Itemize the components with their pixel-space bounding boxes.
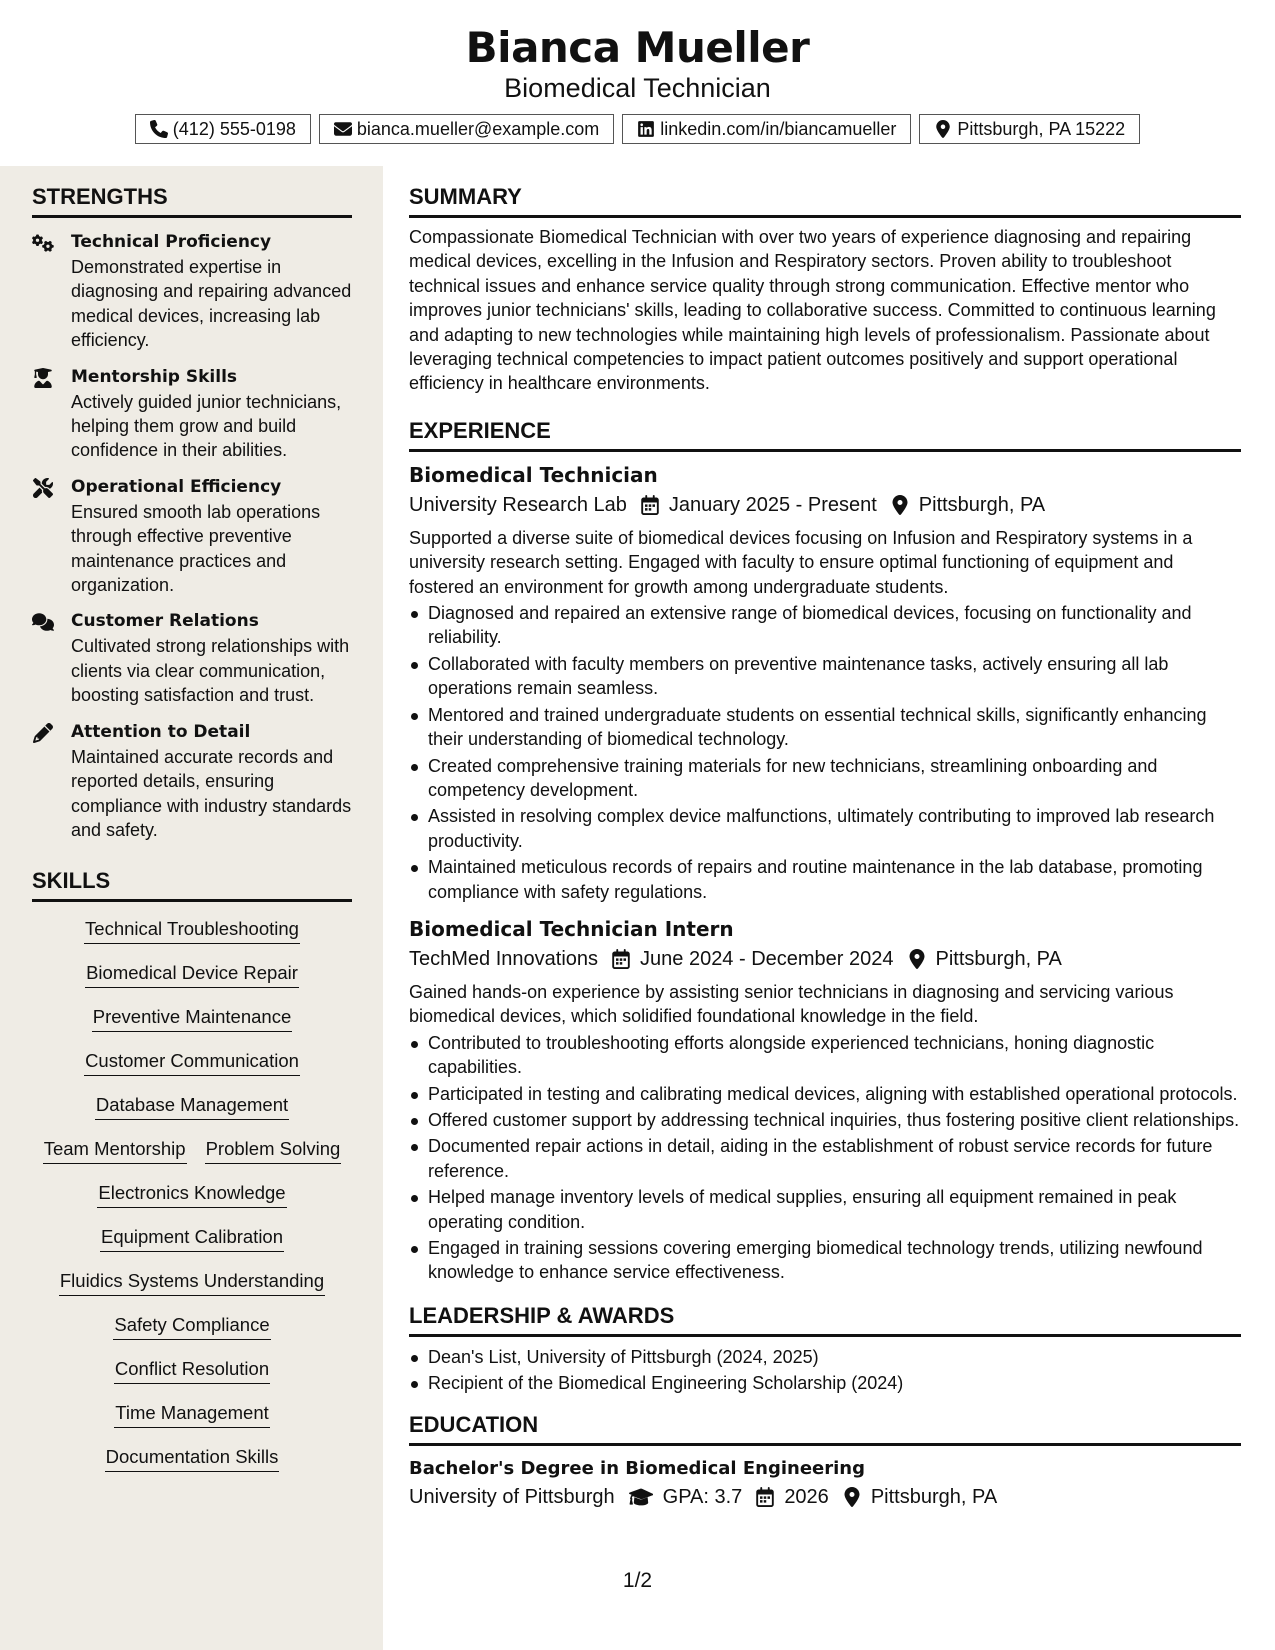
location-pin-icon [891, 495, 909, 515]
summary-heading: SUMMARY [409, 166, 1241, 218]
skills-row [32, 1268, 352, 1312]
job-bullet: Mentored and trained undergraduate students on essential technical skills, significantly enhancing their understanding of biomedical technology. [409, 703, 1241, 752]
skill-tag: Documentation Skills [105, 1444, 280, 1472]
phone-icon [150, 120, 168, 138]
job-entry [409, 462, 1241, 904]
contact-linkedin[interactable] [622, 114, 911, 144]
contact-linkedin-text: linkedin.com/in/biancamueller [660, 119, 897, 139]
skill-tag: Preventive Maintenance [92, 1004, 292, 1032]
skills-row [32, 1224, 352, 1268]
skills-row [32, 1400, 352, 1444]
job-description: Gained hands-on experience by assisting senior technicians in diagnosing and servicing various biomedical devices, which solidified foundational knowledge in the field. [409, 981, 1174, 1027]
job-meta [409, 945, 1241, 973]
skill-tag: Team Mentorship [43, 1136, 187, 1164]
strengths-heading: STRENGTHS [32, 166, 352, 218]
education-heading: EDUCATION [409, 1398, 1241, 1446]
skill-tag: Biomedical Device Repair [85, 960, 299, 988]
strength-desc: Cultivated strong relationships with clients via clear communication, boosting satisfaction and trust. [71, 636, 350, 706]
skills-row [32, 1004, 352, 1048]
skill-tag: Electronics Knowledge [97, 1180, 286, 1208]
main-content [409, 166, 1241, 1511]
strength-title: Customer Relations [71, 611, 259, 632]
job-title: Biomedical Technician [409, 462, 658, 487]
skill-tag: Technical Troubleshooting [84, 916, 300, 944]
contact-email-text: bianca.mueller@example.com [356, 119, 600, 139]
school-name: University of Pittsburgh [409, 1485, 615, 1508]
strength-desc: Demonstrated expertise in diagnosing and repairing advanced medical devices, increasing lab efficiency. [71, 257, 352, 351]
job-bullet: Offered customer support by addressing technical inquiries, thus fostering positive client relationships. [409, 1108, 1241, 1132]
job-company: University Research Lab [409, 493, 627, 516]
pencil-icon [32, 723, 54, 743]
job-location: Pittsburgh, PA [918, 493, 1046, 516]
envelope-icon [334, 120, 352, 138]
strength-item [32, 720, 352, 843]
awards-list [409, 1345, 1241, 1396]
awards-heading: LEADERSHIP & AWARDS [409, 1287, 1241, 1337]
contact-location-text: Pittsburgh, PA 15222 [957, 119, 1126, 139]
calendar-icon [756, 1487, 774, 1507]
skills-list [32, 916, 352, 1488]
skill-tag: Problem Solving [205, 1136, 342, 1164]
strength-title: Attention to Detail [71, 721, 251, 742]
page-number: 1/2 [622, 1569, 653, 1592]
contact-email[interactable] [319, 114, 614, 144]
job-title: Biomedical Technician Intern [409, 916, 734, 941]
skills-row [32, 1444, 352, 1488]
strength-title: Operational Efficiency [71, 476, 282, 497]
comments-icon [32, 612, 54, 632]
tools-icon [32, 478, 54, 498]
skill-tag: Time Management [114, 1400, 270, 1428]
job-description: Supported a diverse suite of biomedical devices focusing on Infusion and Respiratory systems in a university research setting. Engaged with faculty to ensure optimal functioning of equipment and fostered an environment for growth among undergraduate students. [409, 527, 1193, 597]
candidate-name: Bianca Mueller [465, 23, 810, 72]
strength-desc: Actively guided junior technicians, helping them grow and build confidence in their abilities. [71, 391, 342, 461]
summary-text: Compassionate Biomedical Technician with over two years of experience diagnosing and repairing medical devices, excelling in the Infusion and Respiratory sectors. Proven ability to troubleshoot technical issues and enhance service quality through strong communication. Effective mentor who improves junior technicians' skills, leading to collaborative success. Committed to continuous learning and adapting to new technologies while maintaining high levels of professionalism. Passionate about leveraging technical competencies to impact patient outcomes positively and support operational efficiency in healthcare environments. [409, 227, 1216, 394]
skills-row [32, 916, 352, 960]
skills-row [32, 1356, 352, 1400]
job-meta [409, 491, 1241, 519]
job-entry [409, 916, 1241, 1285]
job-bullet: Helped manage inventory levels of medical supplies, ensuring all equipment remained in peak operating condition. [409, 1185, 1241, 1234]
graduation-year: 2026 [784, 1485, 829, 1508]
skills-row [32, 1180, 352, 1224]
graduation-cap-icon [629, 1487, 653, 1507]
strength-item [32, 230, 352, 353]
job-bullet: Diagnosed and repaired an extensive range of biomedical devices, focusing on functionality and reliability. [409, 601, 1241, 650]
skill-tag: Customer Communication [84, 1048, 300, 1076]
job-bullet: Created comprehensive training materials for new technicians, streamlining onboarding and competency development. [409, 754, 1241, 803]
job-bullet: Collaborated with faculty members on preventive maintenance tasks, actively ensuring all lab operations remain seamless. [409, 652, 1241, 701]
job-location: Pittsburgh, PA [935, 947, 1062, 970]
education-location: Pittsburgh, PA [870, 1485, 998, 1508]
education-meta [409, 1483, 1241, 1511]
strength-desc: Maintained accurate records and reported details, ensuring compliance with industry standards and safety. [71, 746, 352, 840]
sidebar [0, 166, 383, 1650]
job-company: TechMed Innovations [409, 947, 599, 970]
job-bullets [409, 601, 1241, 904]
resume-header [0, 0, 1275, 166]
degree-title: Bachelor's Degree in Biomedical Engineering [409, 1457, 865, 1479]
award-item: Recipient of the Biomedical Engineering Scholarship (2024) [409, 1371, 1241, 1395]
experience-heading: EXPERIENCE [409, 396, 1241, 452]
contact-phone-text: (412) 555-0198 [172, 119, 296, 139]
strength-title: Mentorship Skills [71, 366, 238, 387]
teacher-icon [32, 368, 54, 388]
strength-item [32, 609, 352, 707]
contact-bar [0, 114, 1275, 144]
candidate-title: Biomedical Technician [504, 73, 771, 103]
skills-row [32, 1092, 352, 1136]
skills-heading: SKILLS [32, 850, 352, 902]
job-dates: June 2024 - December 2024 [640, 947, 894, 970]
job-bullet: Maintained meticulous records of repairs and routine maintenance in the lab database, promoting compliance with safety regulations. [409, 855, 1241, 904]
location-pin-icon [934, 120, 952, 138]
contact-location [919, 114, 1140, 144]
job-bullet: Contributed to troubleshooting efforts alongside experienced technicians, honing diagnostic capabilities. [409, 1031, 1241, 1080]
job-bullet: Participated in testing and calibrating medical devices, aligning with established operational protocols. [409, 1082, 1241, 1106]
job-bullet: Documented repair actions in detail, aiding in the establishment of robust service records for future reference. [409, 1134, 1241, 1183]
gears-icon [32, 233, 54, 253]
job-dates: January 2025 - Present [668, 493, 877, 516]
location-pin-icon [843, 1487, 861, 1507]
skill-tag: Safety Compliance [113, 1312, 270, 1340]
skills-row [32, 1048, 352, 1092]
gpa: GPA: 3.7 [662, 1485, 743, 1508]
strength-title: Technical Proficiency [71, 232, 272, 252]
skill-tag: Conflict Resolution [114, 1356, 270, 1384]
skills-row [32, 1136, 352, 1180]
strength-item [32, 475, 352, 598]
strength-item [32, 365, 352, 463]
skill-tag: Equipment Calibration [100, 1224, 284, 1252]
job-bullet: Engaged in training sessions covering emerging biomedical technology trends, utilizing newfound knowledge to enhance service effectiveness. [409, 1236, 1241, 1285]
strength-desc: Ensured smooth lab operations through effective preventive maintenance practices and organization. [71, 501, 321, 596]
award-item: Dean's List, University of Pittsburgh (2024, 2025) [409, 1345, 1241, 1369]
location-pin-icon [908, 949, 926, 969]
job-bullet: Assisted in resolving complex device malfunctions, ultimately contributing to improved lab research productivity. [409, 804, 1241, 853]
contact-phone[interactable] [135, 114, 311, 144]
job-bullets [409, 1031, 1241, 1285]
skills-row [32, 1312, 352, 1356]
skills-row [32, 960, 352, 1004]
skill-tag: Database Management [95, 1092, 289, 1120]
calendar-icon [612, 949, 630, 969]
skill-tag: Fluidics Systems Understanding [59, 1268, 325, 1296]
linkedin-icon [637, 120, 655, 138]
calendar-icon [641, 495, 659, 515]
